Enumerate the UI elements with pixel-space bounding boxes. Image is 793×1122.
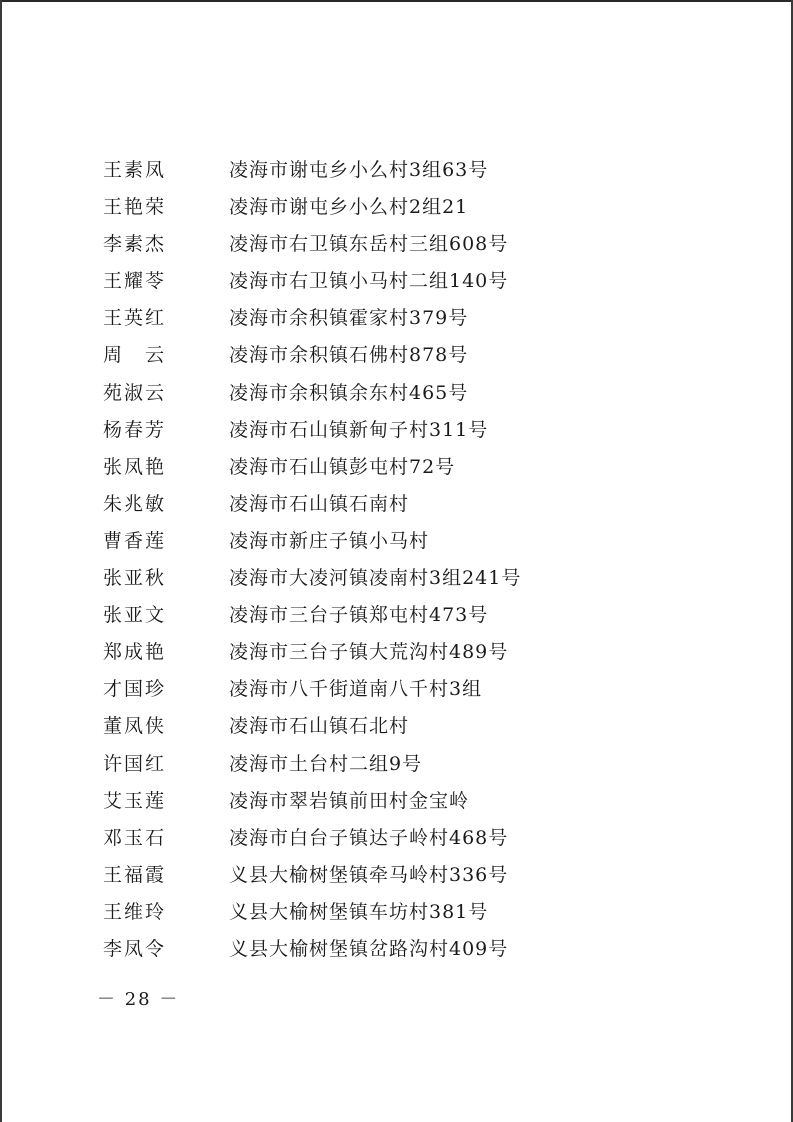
list-item — [0, 486, 793, 523]
person-address: 义县大榆树堡镇岔路沟村409号 — [229, 937, 509, 960]
list-item — [0, 300, 793, 337]
person-address: 凌海市右卫镇小马村二组140号 — [229, 270, 509, 293]
list-item — [0, 152, 793, 189]
list-item — [0, 671, 793, 708]
person-address: 凌海市余积镇余东村465号 — [229, 381, 469, 404]
list-item — [0, 449, 793, 486]
person-address: 凌海市八千街道南八千村3组 — [229, 678, 483, 701]
person-address: 凌海市石山镇彭屯村72号 — [229, 455, 456, 478]
page-number: － 28 － — [97, 989, 180, 1010]
list-item — [0, 597, 793, 634]
list-item — [0, 560, 793, 597]
list-item — [0, 783, 793, 820]
person-address: 凌海市白台子镇达子岭村468号 — [229, 826, 509, 849]
person-name: 王素凤 — [103, 159, 167, 181]
person-name: 李凤令 — [103, 937, 167, 960]
person-name: 张凤艳 — [103, 455, 167, 478]
person-address: 凌海市石山镇石南村 — [229, 492, 410, 515]
list-item — [0, 931, 793, 968]
list-item — [0, 857, 793, 894]
person-name: 王英红 — [103, 307, 167, 330]
person-name: 苑淑云 — [103, 381, 167, 404]
person-name: 邓玉石 — [103, 826, 167, 849]
person-address: 凌海市三台子镇大荒沟村489号 — [229, 641, 509, 664]
list-item — [0, 708, 793, 745]
person-name: 艾玉莲 — [103, 789, 167, 812]
person-address: 凌海市三台子镇郑屯村473号 — [229, 604, 489, 627]
person-name: 朱兆敏 — [103, 492, 167, 515]
list-item — [0, 263, 793, 300]
person-name: 王耀苓 — [103, 270, 167, 293]
scan-border-top — [0, 0, 793, 2]
person-address: 凌海市大凌河镇凌南村3组241号 — [229, 567, 522, 590]
person-address: 凌海市石山镇石北村 — [229, 715, 410, 738]
person-address: 凌海市谢屯乡小么村2组21 — [229, 196, 469, 219]
person-name: 张亚秋 — [103, 567, 167, 590]
list-item — [0, 894, 793, 931]
list-item — [0, 412, 793, 449]
person-address: 义县大榆树堡镇车坊村381号 — [229, 900, 489, 923]
list-item — [0, 820, 793, 857]
name-address-list — [0, 152, 793, 968]
person-name: 才国珍 — [103, 678, 167, 701]
person-address: 凌海市土台村二组9号 — [229, 752, 423, 775]
person-name: 王艳荣 — [103, 196, 167, 219]
person-name: 王维玲 — [103, 900, 167, 923]
person-name: 曹香莲 — [103, 529, 167, 552]
person-address: 凌海市谢屯乡小么村3组63号 — [229, 159, 489, 181]
list-item — [0, 523, 793, 560]
list-item — [0, 634, 793, 671]
list-item — [0, 226, 793, 263]
person-address: 凌海市新庄子镇小马村 — [229, 529, 430, 552]
list-item — [0, 189, 793, 226]
person-name: 周 云 — [103, 344, 167, 367]
person-name: 许国红 — [103, 752, 167, 775]
person-address: 凌海市余积镇霍家村379号 — [229, 307, 469, 330]
list-item — [0, 337, 793, 374]
person-name: 董凤侠 — [103, 715, 167, 738]
list-item — [0, 746, 793, 783]
person-name: 杨春芳 — [103, 418, 167, 441]
person-address: 凌海市右卫镇东岳村三组608号 — [229, 233, 509, 256]
person-address: 凌海市石山镇新甸子村311号 — [229, 418, 489, 441]
person-name: 张亚文 — [103, 604, 167, 627]
person-address: 义县大榆树堡镇牵马岭村336号 — [229, 863, 509, 886]
list-item — [0, 375, 793, 412]
person-name: 王福霞 — [103, 863, 167, 886]
person-name: 郑成艳 — [103, 641, 167, 664]
person-address: 凌海市余积镇石佛村878号 — [229, 344, 469, 367]
person-address: 凌海市翠岩镇前田村金宝岭 — [229, 789, 470, 812]
person-name: 李素杰 — [103, 233, 167, 256]
